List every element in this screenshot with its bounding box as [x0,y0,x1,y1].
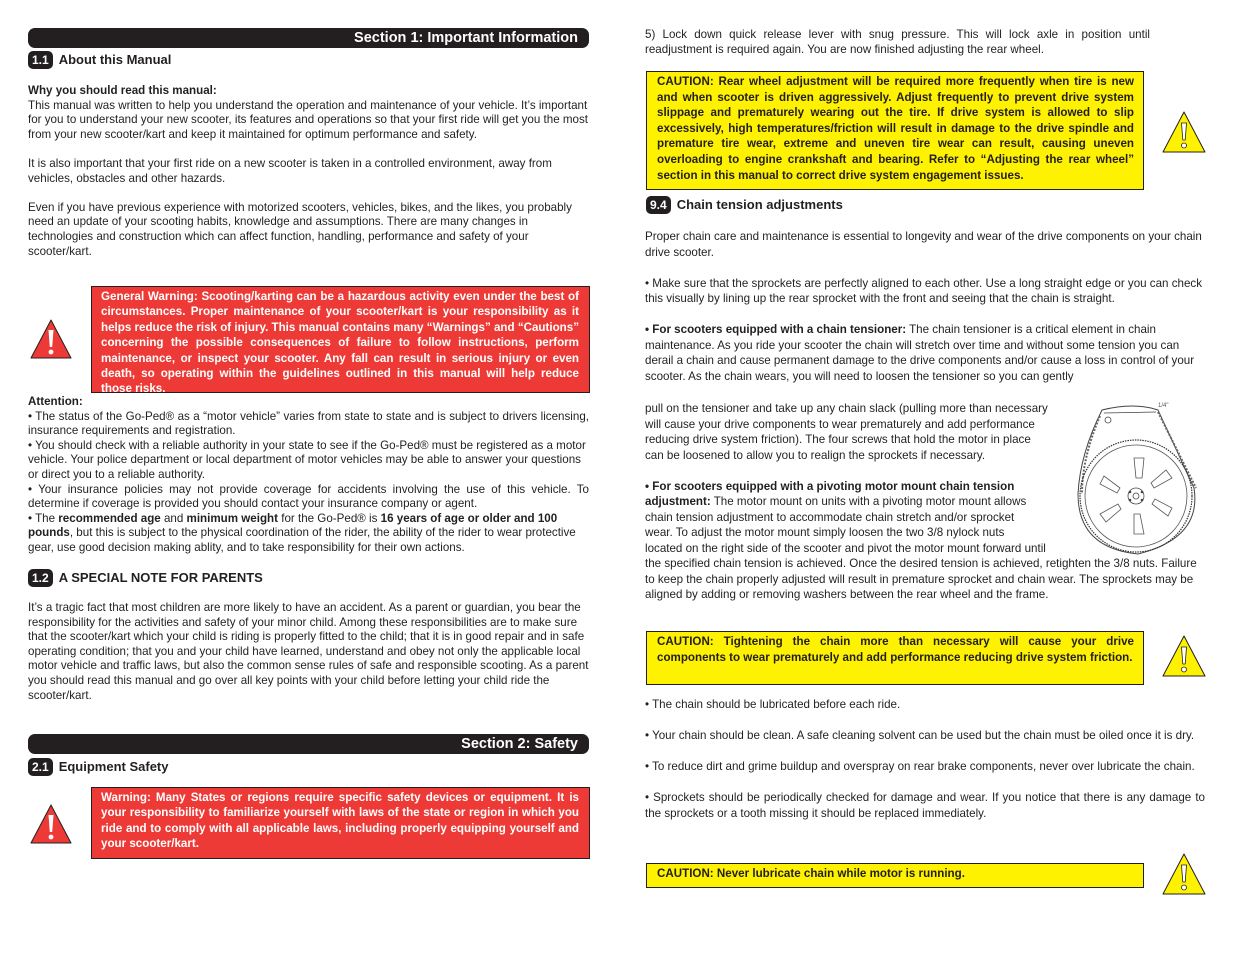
pivot-text: The motor mount on units with a pivoting motor mount allows [710,495,1027,508]
caution-text: CAUTION: Tightening the chain more than necessary will cause your drive components to wear prematurely and add performance reducing drive system friction. [657,635,1134,664]
paragraph: Even if you have previous experience with motorized scooters, vehicles, bikes, and the likes, you probably need an update of your scooting habits, knowledge and assumptions. There are many changes in technologies and construction which can affect function, handling, performance and safety of your scooter/kart. [28,200,572,258]
general-warning-text: General Warning: Scooting/karting can be a hazardous activity even under the best of circumstances. Proper maintenance of your scooter/kart is your responsibility as it helps reduce the risk of injury. This manual contains many “Warnings” and “Cautions” concerning the possible consequences of failure to follow instructions, perform maintenance, or inspect your scooter. Any fall can result in serious injury or even death, so operating within the guidelines outlined in this manual will help reduce those risks. [101,290,580,396]
paragraph: • Make sure that the sprockets are perfectly aligned to each other. Use a long straight edge or you can check this visually by lining up the rear sprocket with the front and seeing that the chain is straight. [645,276,1203,305]
chain-tensioner-paragraph [645,322,1205,384]
step-5-text [645,27,1150,58]
subsection-title: About this Manual [58,52,172,67]
paragraph: It’s a tragic fact that most children are more likely to have an accident. As a parent or guardian, you bear the responsibility for the activities and safety of your minor child. Among these responsibilities are to make sure that the scooter/kart which your child is riding is properly fitted to the child; that it is in good repair and in safe operating condition; that you and your child have learned, understand and obey not only the applicable local motor vehicle and traffic laws, but also the common sense rules of safe and responsible scooting. As a parent you should read this manual and go over all key points with your child before letting your child ride the scooter/kart. [28,601,589,702]
equipment-warning-box [91,787,590,859]
text-line: located on the right side of the scooter and pivot the motor mount forward until [645,541,1046,555]
subsection-title: Chain tension adjustments [676,197,843,212]
text-line: reducing drive system friction). The four screws that hold the motor in place [645,433,1031,446]
red-warning-triangle-icon [29,803,73,845]
yellow-warning-triangle-icon [1161,110,1207,154]
yellow-warning-triangle-icon [1161,852,1207,896]
tensioner-heading: • For scooters equipped with a chain tensioner: [645,323,907,336]
paragraph: 5) Lock down quick release lever with snug pressure. This will lock axle in position until readjustment is required again. You are now finished adjusting the rear wheel. [645,28,1150,57]
general-warning-box [91,286,590,396]
subsection-number: 9.4 [646,196,671,214]
pivot-paragraph-rest [645,556,1205,603]
attention-item-age [28,512,589,556]
paragraph: Proper chain care and maintenance is essential to longevity and wear of the drive components on your chain drive scooter. [645,230,1202,259]
yellow-warning-triangle-icon [1161,634,1207,678]
caution-label: CAUTION [657,75,710,88]
tensioner-text: The chain tensioner is a critical element in chain maintenance. As you ride your scooter the chain will stretch over time and without some tension you can derail a chain and cause permanent damage to the drive components and/or cause a loss in control of your scooter. As the chain wears, you will need to loosen the tensioner so you can gently [645,323,1195,383]
caution-box-chain-tight [646,631,1144,685]
pivot-heading-end: adjustment: [645,495,711,508]
subsection-2-1-heading [28,758,168,776]
caution-text: CAUTION: Never lubricate chain while motor is running. [657,867,965,880]
text-line [645,494,1085,510]
section-title: Section 1: Important Information [354,30,578,46]
equipment-warning-text: Warning: Many States or regions require specific safety devices or equipment. It is your responsibility to familiarize yourself with laws of the state or region in which you ride and to comply with all applicable laws, including properly equipping yourself and your scooter/kart. [101,791,579,851]
text-run: for the Go-Ped® is [278,511,381,525]
chain-care-bullets [645,697,1205,821]
attention-item: • The status of the Go-Ped® as a “motor vehicle” varies from state to state and is subject to drivers licensing, insurance requirements and registration. [28,409,589,438]
subsection-1-2-heading [28,569,263,587]
text-line: can be loosened to allow you to realign the sprockets if necessary. [645,448,986,462]
age-weight-values: 16 years of age or older and 100 pounds [28,511,558,540]
recommended-age-text: recommended age [58,511,161,525]
paragraph: It is also important that your first ride on a new scooter is taken in a controlled environment, away from vehicles, obstacles and other hazards. [28,156,552,185]
red-warning-triangle-icon [29,318,73,360]
bullet-item: • To reduce dirt and grime buildup and overspray on rear brake components, never over lubricate the chain. [645,760,1195,773]
subsection-9-4-heading [646,196,843,214]
text-run: , but this is subject to the physical coordination of the rider, the ability of the rider to wear protective gear, use good decision making ablity, and to take responsibility for their own actions. [28,526,576,554]
subsection-number: 1.1 [28,51,53,69]
subsection-number: 2.1 [28,758,53,776]
subsection-number: 1.2 [28,569,53,587]
text-run: • The [28,511,59,525]
text-line: will cause your drive components to wear prematurely and add performance [645,417,1035,431]
text-line: pull on the tensioner and take up any chain slack (pulling more than necessary [645,402,1048,415]
text-run: and [160,511,187,525]
attention-item: • Your insurance policies may not provide coverage for accidents involving the use of this vehicle. To determine if coverage is provided you should contact your insurance company or agent. [28,482,589,511]
bullet-item: • Your chain should be clean. A safe cleaning solvent can be used but the chain must be oiled once it is dry. [645,729,1195,742]
attention-item: • You should check with a reliable authority in your state to see if the Go-Ped® must be registered as a motor vehicle. Your police department or local department of motor vehicles may be able to answer your questions or direct you to a reliable authority. [28,438,586,481]
minimum-weight-text: minimum weight [186,511,278,525]
about-manual-body [28,84,589,259]
subsection-1-1-heading [28,51,171,69]
bullet-item: • The chain should be lubricated before each ride. [645,698,901,711]
paragraph: the specified chain tension is achieved. Once the desired tension is achieved, retighten the 3/8 nuts. Failure to keep the chain properly adjusted will result in premature sprocket and chain wear. The sprockets may be aligned by adding or removing washers between the rear wheel and the frame. [645,557,1197,601]
text-line: chain tension adjustment to accommodate chain stretch and/or sprocket [645,510,1015,524]
chain-tension-body-top [645,229,1205,384]
tensioner-wrap-text [645,401,1085,556]
sprocket-tensioner-diagram [1074,398,1204,560]
attention-section [28,395,589,556]
figure-label: 1/4" [1158,403,1169,409]
section-2-header [28,734,589,754]
section-title: Section 2: Safety [461,736,578,752]
attention-heading: Attention: [28,395,83,408]
section-1-header [28,28,589,48]
text-line: wear. To adjust the motor mount simply loosen the two 3/8 nylock nuts [645,526,1005,539]
why-read-heading: Why you should read this manual: [28,84,217,97]
caution-text: : Rear wheel adjustment will be required more frequently when tire is new and when scooter is driven aggressively. Adjust frequently to prevent drive system slippage and prematurely wearing out the tire. If drive system is allowed to slip excessively, high temperatures/friction will result in damage to the drive spindle and premature tire wear, extreme and uneven tire wear can result, causing uneven overloading to engine crankshaft and bearing. Refer to “Adjusting the rear wheel” section in this manual to correct drive system engagement issues. [657,75,1134,182]
subsection-title: Equipment Safety [58,759,169,774]
caution-box-lubricate [646,863,1144,888]
paragraph: This manual was written to help you understand the operation and maintenance of your vehicle. It’s important for you to understand your new scooter, its features and operations so that your first ride will get you the most from your new scooter/kart and keep it maintained for optimum performance and safety. [28,98,589,141]
subsection-title: A SPECIAL NOTE FOR PARENTS [58,570,263,585]
caution-box-rear-wheel [646,71,1144,190]
pivot-heading-line: • For scooters equipped with a pivoting motor mount chain tension [645,479,1015,493]
bullet-item: • Sprockets should be periodically checked for damage and wear. If you notice that there is any damage to the sprockets or a tooth missing it should be replaced immediately. [645,791,1205,820]
parents-note-body [28,601,589,703]
